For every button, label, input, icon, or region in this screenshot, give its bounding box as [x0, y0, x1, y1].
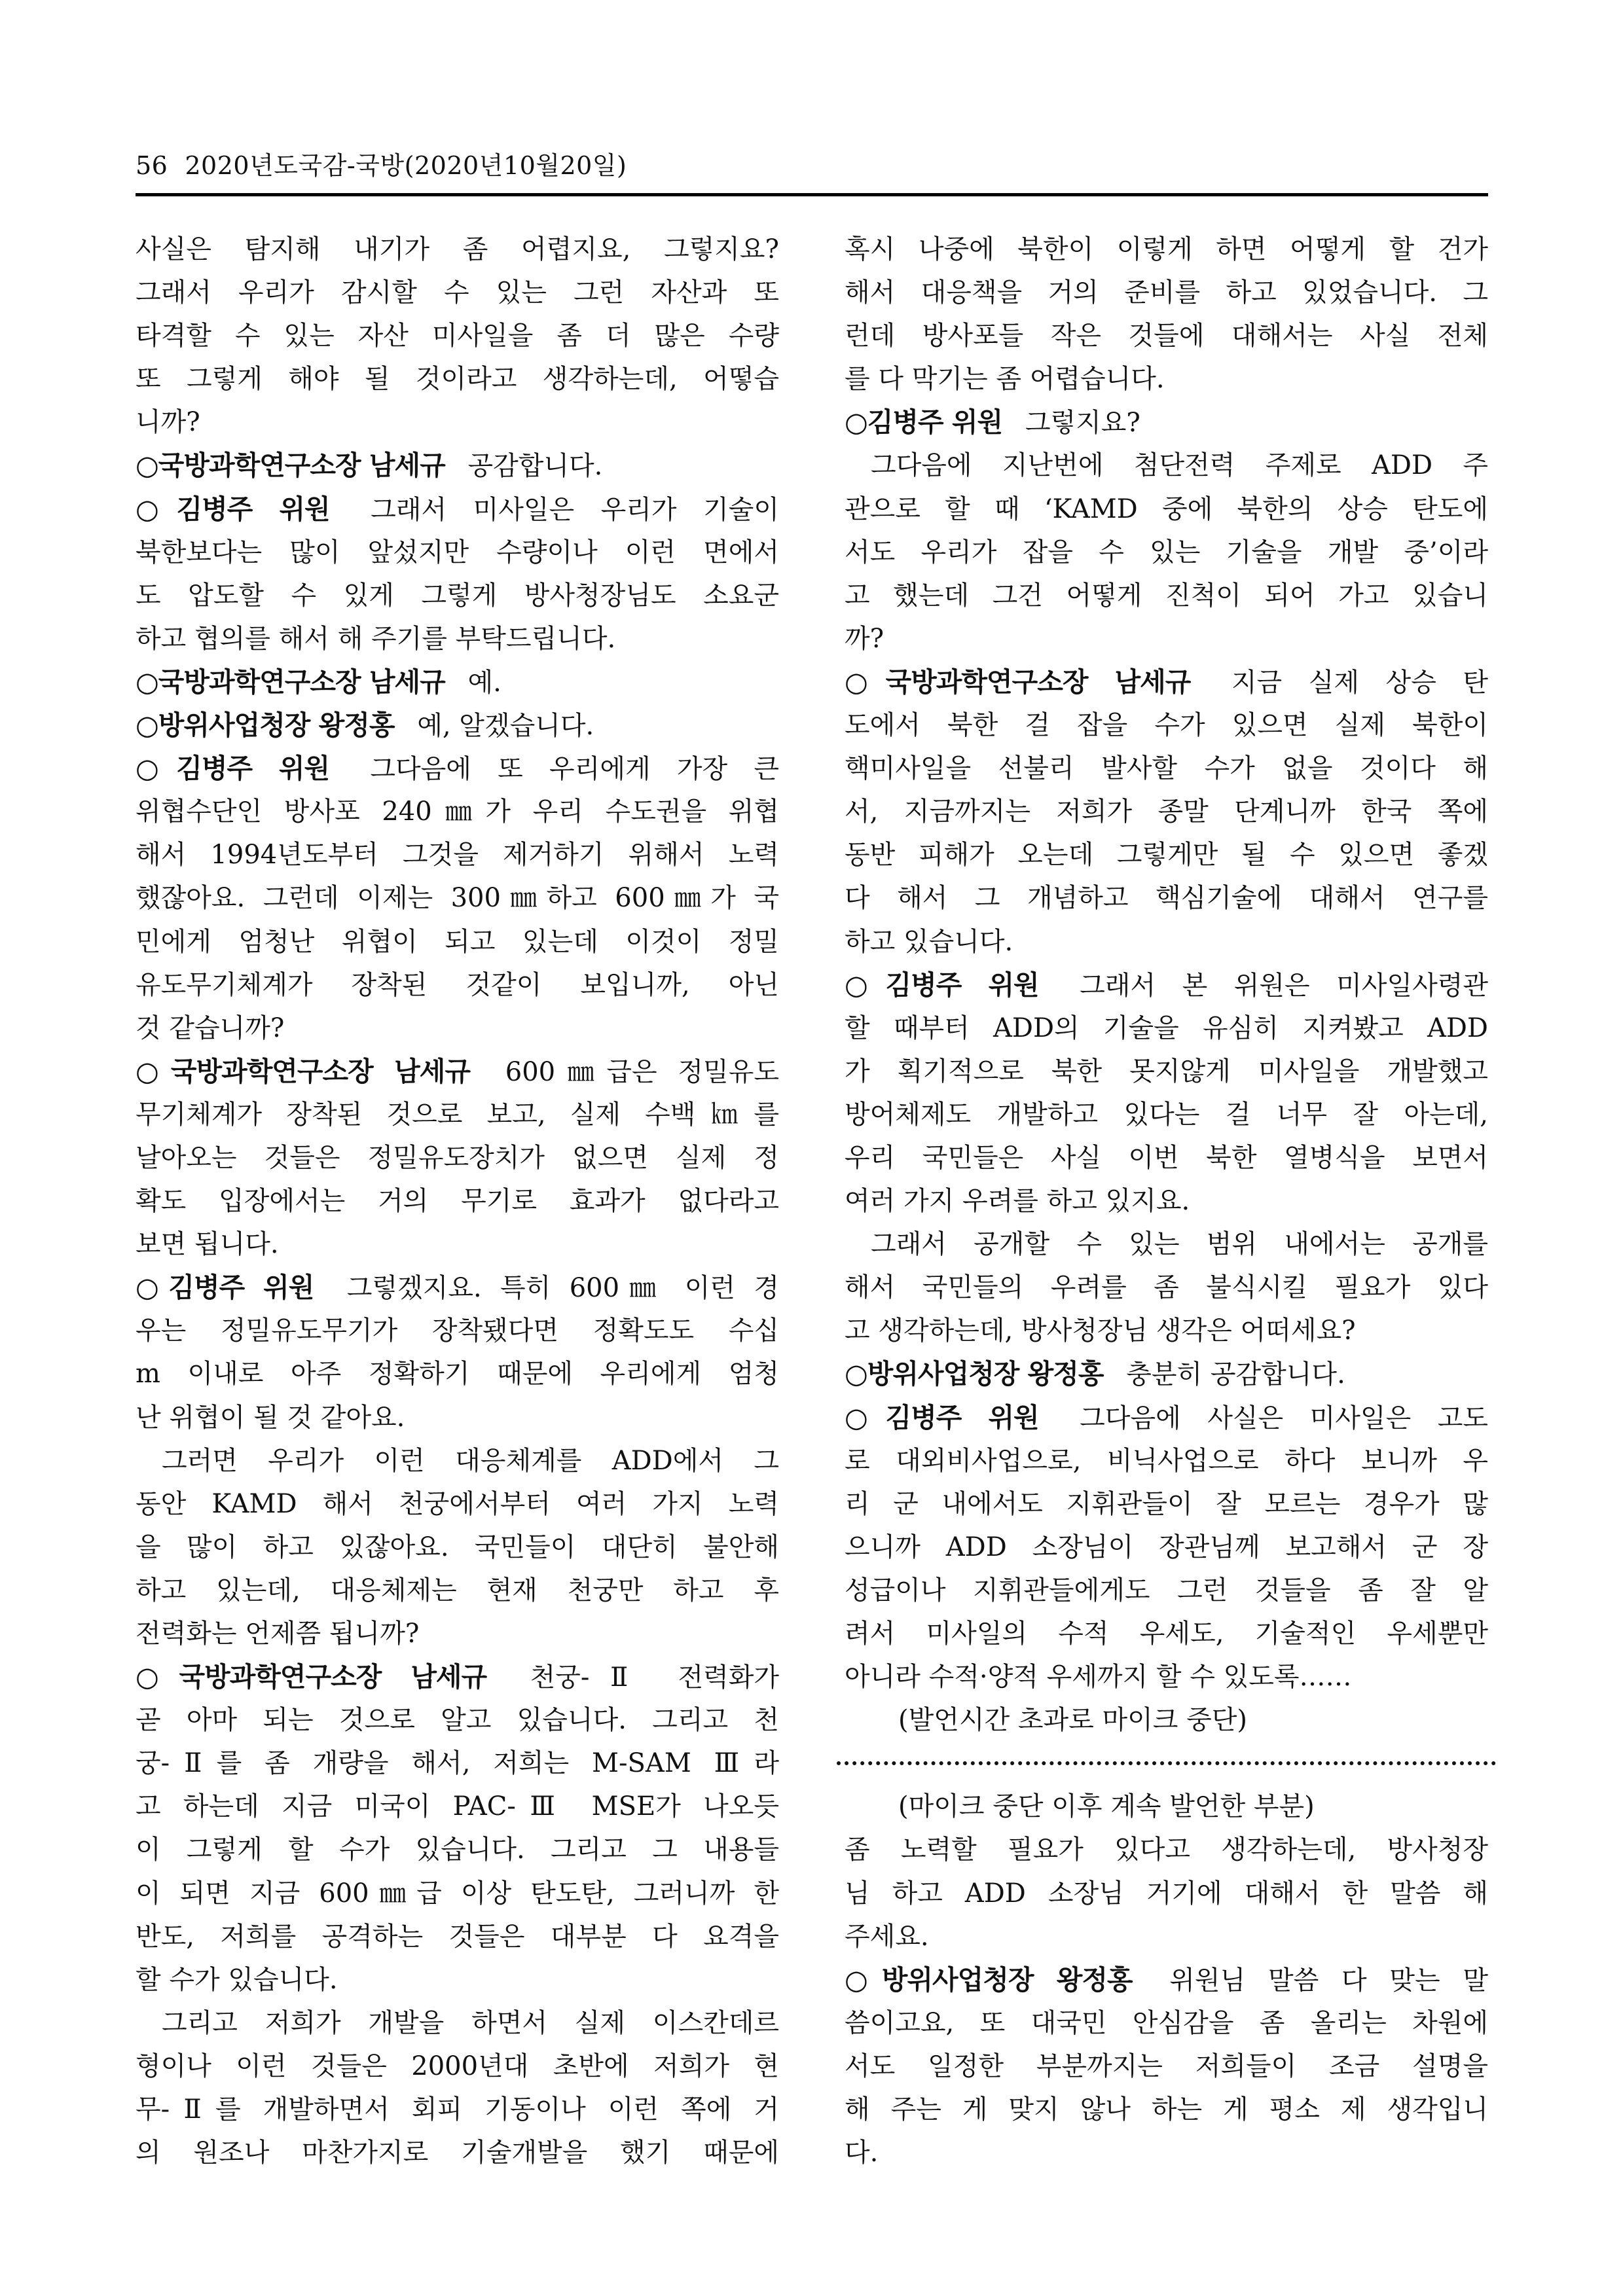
- text-line: [136, 1179, 779, 1223]
- text-line: [136, 1828, 779, 1871]
- line-text: 그다음에 또 우리에게 가장 큰: [370, 754, 779, 785]
- line-text: (마이크 중단 이후 계속 발언한 부분): [898, 1791, 1315, 1822]
- line-text: 무-Ⅱ를 개발하면서 회피 기동이나 이런 쪽에 거: [136, 2094, 779, 2125]
- text-line: [136, 357, 779, 401]
- line-text: 해서 1994년도부터 그것을 제거하기 위해서 노력: [136, 840, 779, 870]
- text-line: [845, 314, 1488, 357]
- text-line: [845, 1136, 1488, 1179]
- text-line: [845, 1655, 1488, 1698]
- page-number: 56: [136, 151, 168, 180]
- line-text: 반도, 저희를 공격하는 것들은 대부분 다 요격을: [136, 1921, 779, 1952]
- speaker-name: ○김병주 위원: [845, 406, 1003, 439]
- line-text: 천궁-Ⅱ 전력화가: [530, 1662, 779, 1693]
- text-line: [845, 1309, 1488, 1352]
- speaker-line: [136, 1266, 779, 1309]
- text-line: [136, 963, 779, 1007]
- text-line: [136, 2088, 779, 2131]
- line-text: 형이나 이런 것들은 2000년대 초반에 저희가 현: [136, 2051, 779, 2081]
- line-text: 동안 KAMD 해서 천궁에서부터 여러 가지 노력: [136, 1488, 779, 1519]
- page-header: [136, 149, 1488, 182]
- text-line: [845, 1698, 1488, 1742]
- line-text: m 이내로 아주 정확하기 때문에 우리에게 엄청: [136, 1359, 779, 1390]
- line-text: 그래서 공개할 수 있는 범위 내에서는 공개를: [871, 1229, 1488, 1260]
- line-text: 난 위협이 될 것 같아요.: [136, 1402, 405, 1433]
- line-text: 고 했는데 그건 어떻게 진척이 되어 가고 있습니: [845, 580, 1488, 611]
- text-line: [845, 747, 1488, 790]
- text-line: [845, 1482, 1488, 1526]
- line-text: 궁-Ⅱ를 좀 개량을 해서, 저희는 M-SAM Ⅲ라: [136, 1748, 779, 1779]
- speaker-line: [136, 660, 779, 704]
- text-line: [845, 444, 1488, 487]
- line-text: 방어체제도 개발하고 있다는 걸 너무 잘 아는데,: [845, 1099, 1488, 1130]
- line-text: 동반 피해가 오는데 그렇게만 될 수 있으면 좋겠: [845, 840, 1488, 870]
- speaker-name: ○국방과학연구소장 남세규: [136, 1055, 470, 1087]
- line-text: 다 해서 그 개념하고 핵심기술에 대해서 연구를: [845, 883, 1488, 914]
- line-text: 서, 지금까지는 저희가 종말 단계니까 한국 쪽에: [845, 797, 1488, 827]
- speaker-name: ○방위사업청장 왕정홍: [136, 709, 395, 742]
- text-line: [136, 833, 779, 876]
- line-text: 도 압도할 수 있게 그렇게 방사청장님도 소요군: [136, 580, 779, 611]
- line-text: 우는 정밀유도무기가 장착됐다면 정확도도 수십: [136, 1316, 779, 1346]
- text-line: [136, 574, 779, 617]
- text-line: [845, 488, 1488, 531]
- text-line: [136, 790, 779, 833]
- line-text: 의 원조나 마찬가지로 기술개발을 했기 때문에: [136, 2138, 779, 2168]
- text-line: [845, 1612, 1488, 1655]
- text-line: [845, 2088, 1488, 2131]
- line-text: 충분히 공감합니다.: [1126, 1359, 1345, 1390]
- text-line: [136, 1439, 779, 1482]
- line-text: 님 하고 ADD 소장님 거기에 대해서 한 말씀 해: [845, 1878, 1488, 1909]
- text-line: [136, 920, 779, 963]
- text-line: [136, 876, 779, 920]
- text-line: [136, 1785, 779, 1828]
- line-text: 하고 있는데, 대응체제는 현재 천궁만 하고 후: [136, 1575, 779, 1605]
- left-column: [136, 228, 779, 2174]
- speaker-line: [845, 963, 1488, 1007]
- text-line: [136, 1612, 779, 1655]
- speaker-line: [845, 1352, 1488, 1395]
- text-line: [845, 271, 1488, 314]
- line-text: 그다음에 사실은 미사일은 고도: [1080, 1403, 1488, 1433]
- text-line: [845, 1915, 1488, 1958]
- line-text: 위협수단인 방사포 240㎜가 우리 수도권을 위협: [136, 797, 779, 827]
- text-line: [845, 1223, 1488, 1266]
- text-line: [136, 228, 779, 271]
- line-text: 곧 아마 되는 것으로 알고 있습니다. 그리고 천: [136, 1705, 779, 1736]
- line-text: 로 대외비사업으로, 비닉사업으로 하다 보니까 우: [845, 1445, 1488, 1476]
- text-line: [845, 790, 1488, 833]
- speaker-name: ○김병주 위원: [845, 1401, 1039, 1433]
- text-line: [136, 1482, 779, 1526]
- speaker-line: [845, 1958, 1488, 2001]
- text-line: [136, 1526, 779, 1569]
- line-text: 아니라 수적·양적 우세까지 할 수 있도록……: [845, 1662, 1352, 1693]
- line-text: 씀이고요, 또 대국민 안심감을 좀 올리는 차원에: [845, 2007, 1488, 2038]
- line-text: 해 주는 게 맞지 않나 하는 게 평소 제 생각입니: [845, 2094, 1488, 2125]
- speaker-line: [136, 1050, 779, 1093]
- line-text: 서도 우리가 잡을 수 있는 기술을 개발 중’이라: [845, 537, 1488, 567]
- text-line: [845, 1526, 1488, 1569]
- text-line: [845, 833, 1488, 876]
- speaker-name: ○김병주 위원: [845, 969, 1039, 1001]
- text-line: [136, 1569, 779, 1612]
- line-text: 려서 미사일의 수적 우세도, 기술적인 우세뿐만: [845, 1619, 1488, 1649]
- speaker-name: ○국방과학연구소장 남세규: [136, 666, 445, 698]
- line-text: 타격할 수 있는 자산 미사일을 좀 더 많은 수량: [136, 321, 779, 351]
- text-line: [136, 2131, 779, 2174]
- text-line: [845, 2001, 1488, 2045]
- line-text: 핵미사일을 선불리 발사할 수가 없을 것이다 해: [845, 753, 1488, 784]
- line-text: 관으로 할 때 ‘KAMD 중에 북한의 상승 탄도에: [845, 493, 1488, 524]
- line-text: 니까?: [136, 407, 200, 438]
- line-text: 하고 있습니다.: [845, 926, 1013, 957]
- speaker-line: [845, 1396, 1488, 1439]
- text-line: [845, 531, 1488, 574]
- line-text: 좀 노력할 필요가 있다고 생각하는데, 방사청장: [845, 1835, 1488, 1865]
- text-line: [845, 1569, 1488, 1612]
- speaker-line: [845, 401, 1488, 444]
- speaker-line: [136, 488, 779, 531]
- line-text: 을 많이 하고 있잖아요. 국민들이 대단히 불안해: [136, 1532, 779, 1562]
- text-line: [136, 1223, 779, 1266]
- speaker-name: ○국방과학연구소장 남세규: [845, 666, 1191, 698]
- text-line: [845, 1439, 1488, 1482]
- line-text: 이 되면 지금 600㎜급 이상 탄도탄, 그러니까 한: [136, 1878, 779, 1909]
- text-line: [845, 1179, 1488, 1223]
- speaker-line: [136, 1655, 779, 1698]
- line-text: 또 그렇게 해야 될 것이라고 생각하는데, 어떻습: [136, 364, 779, 395]
- line-text: 예.: [467, 667, 501, 698]
- text-line: [136, 617, 779, 660]
- line-text: 할 수가 있습니다.: [136, 1964, 338, 1995]
- line-text: 것 같습니까?: [136, 1013, 285, 1043]
- text-line: [845, 1828, 1488, 1871]
- text-line: [845, 1785, 1488, 1828]
- header-rule: [136, 193, 1488, 196]
- line-text: 했잖아요. 그런데 이제는 300㎜하고 600㎜가 국: [136, 883, 779, 914]
- text-line: [136, 1872, 779, 1915]
- text-line: [136, 1396, 779, 1439]
- line-text: 고 하는데 지금 미국이 PAC-Ⅲ MSE가 나오듯: [136, 1791, 779, 1822]
- text-line: [845, 574, 1488, 617]
- speaker-name: ○김병주 위원: [136, 753, 330, 785]
- line-text: 까?: [845, 623, 884, 654]
- line-text: 성급이나 지휘관들에게도 그런 것들을 좀 잘 알: [845, 1575, 1488, 1605]
- dotted-separator: [845, 1742, 1488, 1785]
- text-line: [845, 920, 1488, 963]
- speaker-line: [136, 747, 779, 790]
- line-text: 그래서 본 위원은 미사일사령관: [1080, 970, 1488, 1001]
- text-line: [845, 1093, 1488, 1136]
- line-text: 우리 국민들은 사실 이번 북한 열병식을 보면서: [845, 1142, 1488, 1173]
- running-head: [136, 149, 1488, 182]
- line-text: 공감합니다.: [467, 451, 603, 482]
- speaker-name: ○국방과학연구소장 남세규: [136, 450, 445, 482]
- speaker-name: ○방위사업청장 왕정홍: [845, 1358, 1104, 1390]
- speaker-name: ○김병주 위원: [136, 493, 330, 525]
- text-line: [845, 2131, 1488, 2174]
- line-text: 전력화는 언제쯤 됩니까?: [136, 1619, 420, 1649]
- text-line: [845, 1007, 1488, 1050]
- speaker-line: [136, 704, 779, 747]
- text-line: [136, 401, 779, 444]
- line-text: 예, 알겠습니다.: [417, 711, 594, 742]
- speaker-name: ○김병주 위원: [136, 1272, 314, 1304]
- text-line: [845, 1266, 1488, 1309]
- line-text: (발언시간 초과로 마이크 중단): [898, 1705, 1248, 1736]
- text-line: [845, 876, 1488, 920]
- line-text: 할 때부터 ADD의 기술을 유심히 지켜봤고 ADD: [845, 1013, 1488, 1043]
- line-text: 보면 됩니다.: [136, 1229, 279, 1260]
- line-text: 날아오는 것들은 정밀유도장치가 없으면 실제 정: [136, 1142, 779, 1173]
- text-line: [136, 1352, 779, 1395]
- text-line: [136, 1742, 779, 1785]
- speaker-name: ○방위사업청장 왕정홍: [845, 1964, 1133, 1996]
- text-line: [136, 271, 779, 314]
- text-line: [845, 228, 1488, 271]
- line-text: 그래서 우리가 감시할 수 있는 그런 자산과 또: [136, 278, 779, 308]
- line-text: 런데 방사포들 작은 것들에 대해서는 사실 전체: [845, 321, 1488, 351]
- line-text: 지금 실제 상승 탄: [1231, 667, 1489, 698]
- text-line: [136, 1007, 779, 1050]
- line-text: 600㎜급은 정밀유도: [505, 1056, 779, 1087]
- text-line: [136, 1698, 779, 1742]
- text-line: [845, 617, 1488, 660]
- line-text: 유도무기체계가 장착된 것같이 보입니까, 아닌: [136, 969, 779, 1000]
- line-text: 이 그렇게 할 수가 있습니다. 그리고 그 내용들: [136, 1835, 779, 1865]
- line-text: 그렇겠지요. 특히 600㎜ 이런 경: [346, 1273, 779, 1304]
- line-text: 북한보다는 많이 앞섰지만 수량이나 이런 면에서: [136, 537, 779, 567]
- line-text: 도에서 북한 걸 잡을 수가 있으면 실제 북한이: [845, 710, 1488, 741]
- text-line: [845, 1050, 1488, 1093]
- line-text: 그리고 저희가 개발을 하면서 실제 이스칸데르: [162, 2007, 779, 2038]
- text-line: [136, 2001, 779, 2045]
- line-text: 그래서 미사일은 우리가 기술이: [371, 494, 779, 525]
- line-text: 해서 대응책을 거의 준비를 하고 있었습니다. 그: [845, 278, 1488, 308]
- text-line: [136, 531, 779, 574]
- line-text: 해서 국민들의 우려를 좀 불식시킬 필요가 있다: [845, 1272, 1488, 1303]
- line-text: 으니까 ADD 소장님이 장관님께 보고해서 군 장: [845, 1532, 1488, 1562]
- line-text: 하고 협의를 해서 해 주기를 부탁드립니다.: [136, 623, 616, 654]
- right-column: [845, 228, 1488, 2174]
- line-text: 를 다 막기는 좀 어렵습니다.: [845, 364, 1165, 395]
- line-text: 그러면 우리가 이런 대응체계를 ADD에서 그: [162, 1445, 779, 1476]
- speaker-line: [845, 660, 1488, 704]
- text-line: [136, 314, 779, 357]
- line-text: 고 생각하는데, 방사청장님 생각은 어떠세요?: [845, 1316, 1356, 1346]
- speaker-line: [136, 444, 779, 487]
- line-text: 가 획기적으로 북한 못지않게 미사일을 개발했고: [845, 1056, 1488, 1086]
- line-text: 민에게 엄청난 위협이 되고 있는데 이것이 정밀: [136, 926, 779, 957]
- text-line: [136, 1136, 779, 1179]
- line-text: 위원님 말씀 다 맞는 말: [1169, 1965, 1488, 1996]
- line-text: 무기체계가 장착된 것으로 보고, 실제 수백㎞를: [136, 1099, 779, 1130]
- text-line: [845, 1872, 1488, 1915]
- line-text: 확도 입장에서는 거의 무기로 효과가 없다라고: [136, 1186, 779, 1217]
- text-line: [136, 1958, 779, 2001]
- line-text: 혹시 나중에 북한이 이렇게 하면 어떻게 할 건가: [845, 234, 1488, 264]
- line-text: 사실은 탐지해 내기가 좀 어렵지요, 그렇지요?: [136, 234, 779, 264]
- speaker-name: ○국방과학연구소장 남세규: [136, 1661, 487, 1693]
- text-line: [845, 2045, 1488, 2088]
- line-text: 주세요.: [845, 1921, 929, 1952]
- text-line: [136, 1309, 779, 1352]
- line-text: 서도 일정한 부분까지는 저희들이 조금 설명을: [845, 2051, 1488, 2081]
- text-line: [136, 1093, 779, 1136]
- text-line: [845, 704, 1488, 747]
- line-text: 그렇지요?: [1025, 408, 1140, 439]
- text-line: [136, 2045, 779, 2088]
- line-text: 그다음에 지난번에 첨단전력 주제로 ADD 주: [871, 450, 1488, 481]
- document-title: 2020년도국감-국방(2020년10월20일): [185, 151, 627, 180]
- line-text: 리 군 내에서도 지휘관들이 잘 모르는 경우가 많: [845, 1488, 1488, 1519]
- line-text: 다.: [845, 2138, 879, 2168]
- text-line: [845, 357, 1488, 401]
- line-text: 여러 가지 우려를 하고 있지요.: [845, 1186, 1190, 1217]
- text-line: [136, 1915, 779, 1958]
